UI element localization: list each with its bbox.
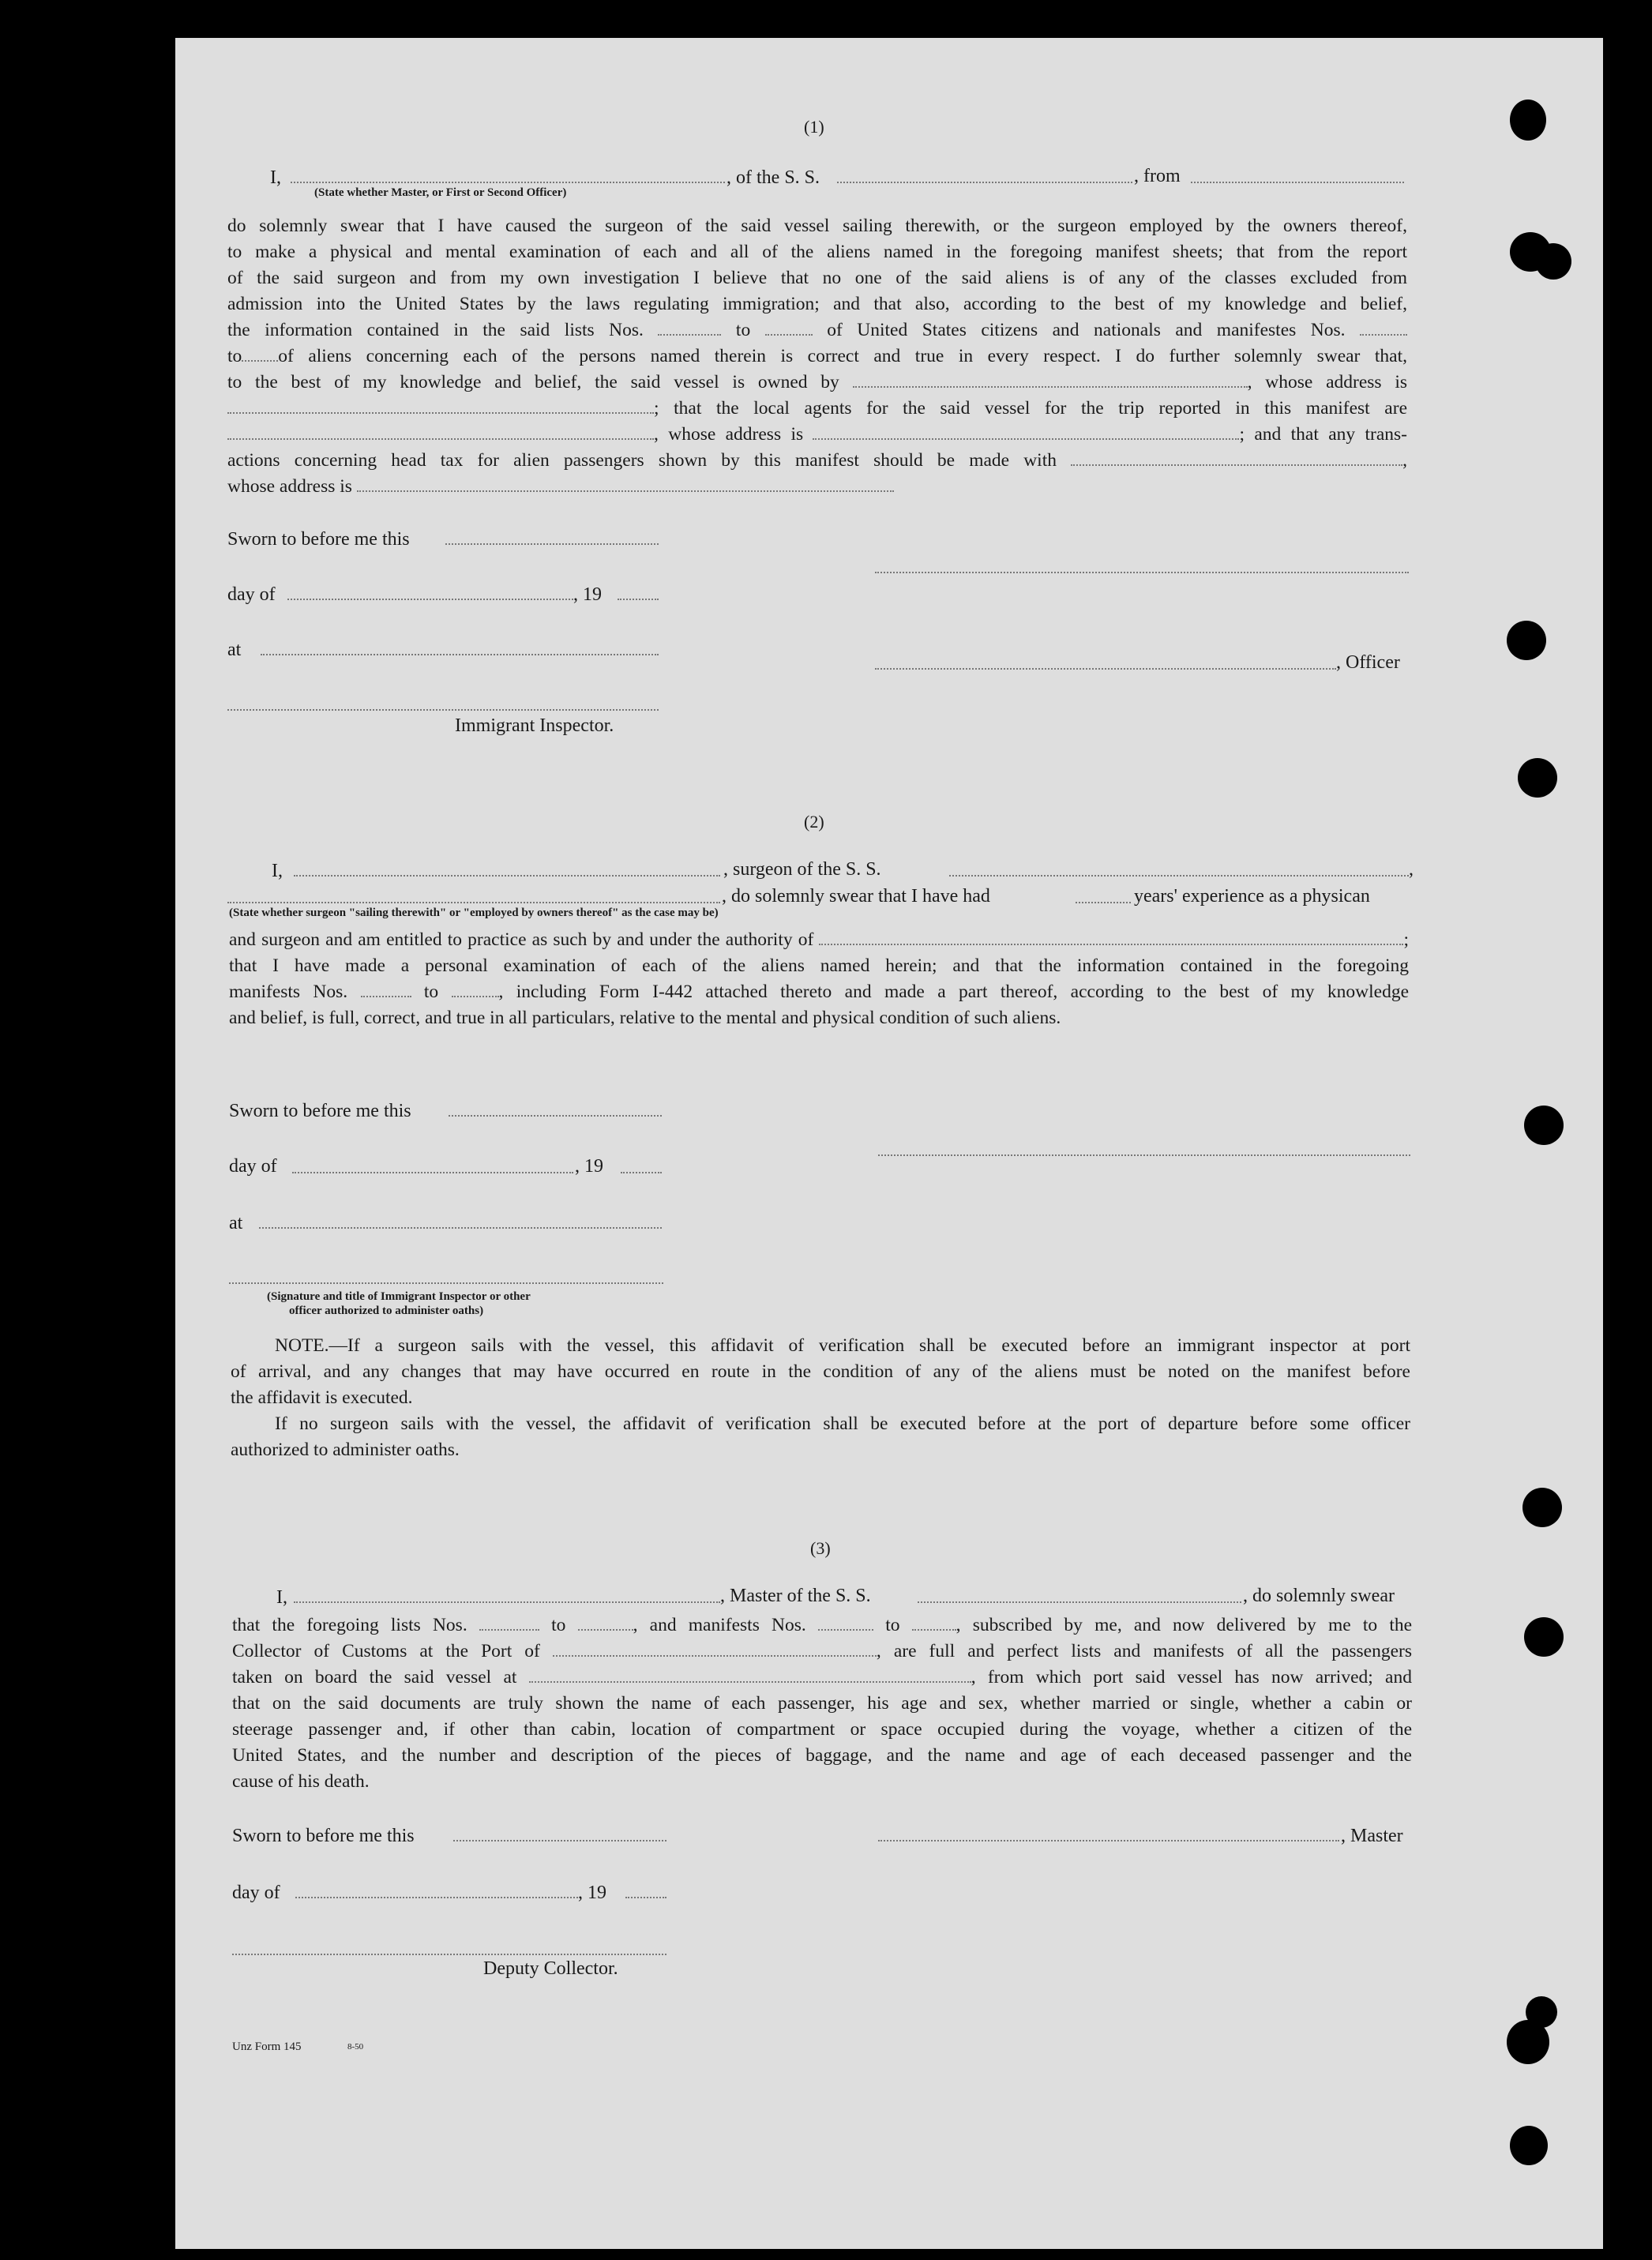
section-2-state-note: (State whether surgeon "sailing therewith" or "employed by owners thereof" as the case may be)	[229, 907, 719, 919]
punch-hole	[1535, 243, 1571, 280]
punch-hole	[1507, 2020, 1549, 2064]
section-3-sworn: Sworn to before me this	[232, 1826, 415, 1846]
section-1-number: (1)	[804, 117, 824, 137]
section-1-of-ss: , of the S. S.	[727, 167, 820, 188]
section-1-year: , 19	[573, 584, 602, 605]
section-2-body: and surgeon and am entitled to practice as such by and under the authority of ; that I have made a personal examination of each of the aliens named herein; and that the information contained in the foregoing manifests Nos. to , including Form I-442 attached thereto and made a part thereof, according to the best of my knowledge and belief, is full, correct, and true in all particulars, relative to the mental and physical condition of such aliens.	[229, 929, 1410, 1028]
section-1-inspector: Immigrant Inspector.	[455, 715, 614, 736]
punch-hole	[1524, 1617, 1564, 1657]
section-2-sig-note-1: (Signature and title of Immigrant Inspector or other	[267, 1290, 531, 1303]
section-3-master-of: , Master of the S. S.	[720, 1586, 871, 1606]
section-1-day-of: day of	[227, 584, 276, 605]
punch-hole	[1524, 1106, 1564, 1145]
punch-hole	[1510, 99, 1546, 141]
section-1-at: at	[227, 640, 242, 660]
section-1-i: I,	[270, 167, 281, 188]
section-3-swear: , do solemnly swear	[1243, 1586, 1395, 1606]
section-1-officer: , Officer	[1336, 652, 1400, 673]
section-2-year: , 19	[575, 1156, 603, 1177]
section-3-day-of: day of	[232, 1883, 280, 1903]
section-2-years: years' experience as a physican	[1134, 886, 1370, 907]
section-3-master: , Master	[1341, 1826, 1403, 1846]
section-3-year: , 19	[578, 1883, 606, 1903]
section-3-i: I,	[276, 1587, 287, 1608]
section-1-sworn: Sworn to before me this	[227, 529, 410, 550]
section-3-body: that the foregoing lists Nos. to , and manifests Nos. to , subscribed by me, and now delivered by me to the Collector of Customs at the Port of , are full and perfect lists and manifests of all the passengers taken on board the said vessel at , from which port said vessel has now arrived; and that on the said documents are truly shown the name of each passenger, his age and sex, whether married or single, whether a cabin or steerage passenger and, if other than cabin, location of compartment or space occupied during the voyage, whether a citizen of the United States, and the number and description of the pieces of baggage, and the name and age of each deceased passenger and the cause of his death.	[232, 1615, 1413, 1792]
section-1-state-note: (State whether Master, or First or Second Officer)	[314, 186, 567, 199]
section-1-body: do solemnly swear that I have caused the surgeon of the said vessel sailing therewith, or the surgeon employed by the owners thereof, to make a physical and mental examination of each and all of the aliens named in the foregoing manifest sheets; that from the report of the said surgeon and from my own investigation I believe that no one of the said aliens is of any of the classes excluded from admission into the United States by the laws regulating immigration; and that also, according to the best of my knowledge and belief, the information contained in the said lists Nos. to of United States citizens and nationals and manifestes Nos. to of aliens concerning each of the persons named therein is correct and true in every respect. I do further solemnly swear that, to the best of my knowledge and belief, the said vessel is owned by , whose address is ; that the local agents for the said vessel for the trip reported in this manifest are , whose address is ; and that any trans- actions concerning head tax for alien passengers shown by this manifest should be made with , whose address is	[227, 216, 1408, 497]
punch-hole	[1507, 621, 1546, 660]
section-3-number: (3)	[810, 1538, 831, 1558]
section-2-swear: , do solemnly swear that I have had	[722, 886, 990, 907]
punch-hole	[1510, 2126, 1548, 2165]
section-2-at: at	[229, 1213, 243, 1233]
section-3-collector: Deputy Collector.	[483, 1958, 618, 1979]
form-number: Unz Form 145	[232, 2040, 302, 2053]
punch-hole	[1518, 758, 1557, 798]
section-2-i: I,	[272, 861, 283, 881]
section-1-from: , from	[1134, 166, 1181, 186]
form-page: (1) I, , of the S. S. , from (State whether Master, or First or Second Officer) do solemnly swear that I have caused the surgeon of the said vessel sailing therewith, or the surgeon employed by the owners thereof, to make a physical and mental examination of each and all of the aliens named in the foregoing manifest sheets; that from the report of the said surgeon and from my own investigation I believe that no one of the said aliens is of any of the classes excluded from admission into the United States by the laws regulating immigration; and that also, according to the best of my knowledge and belief, the information contained in the said lists Nos. to of United States citizens and nationals and manifestes Nos. to of aliens concerning each of the persons named therein is correct and true in every respect. I do further solemnly swear that, to the best of my knowledge and belief, the said vessel is owned by , whose address is ; that the local agents for the said vessel for the trip reported in this manifest are , whose address is ; and that any trans- actions concerning head tax for alien passengers shown by this manifest should be made with , whose address is Sworn to before me this day of , 19 at , Officer Immigrant Inspector. (2) I, , surgeon of the S. S. , , do solemnly swear that I have had years' experience as a physican (State whether surgeon "sailing therewith" or "employed by owners thereof" as the case may be) and surgeon and am entitled to practice as such by and under the authority of ; that I have made a personal examination of each of the aliens named herein; and that the information contained in the foregoing manifests Nos. to , including Form I-442 attached thereto and made a part thereof, according to the best of my knowledge and belief, is full, correct, and true in all particulars, relative to the mental and physical condition of such aliens. Sworn to before me this day of , 19 at (Signature and title of Immigrant Inspector or other officer authorized to administer oaths) NOTE.—If a surgeon sails with the vessel, this affidavit of verification shall be executed before an immigrant inspector at port of arrival, and any changes that may have occurred en route in the condition of any of the aliens must be noted on the manifest before the affidavit is executed. If no surgeon sails with the vessel, the affidavit of verification shall be executed before at the port of departure before some officer authorized to administer oaths. (3) I, , Master of the S. S. , do solemnly swear that the foregoing lists Nos. to , and manifests Nos. to , subscribed by me, and now delivered by me to the Collector of Customs at the Port of , are full and perfect lists and manifests of all the passengers taken on board the said vessel at , from which port said vessel has now arrived; and that on the said documents are truly shown the name of each passenger, his age and sex, whether married or single, whether a cabin or steerage passenger and, if other than cabin, location of compartment or space occupied during the voyage, whether a citizen of the United States, and the number and description of the pieces of baggage, and the name and age of each deceased passenger and the cause of his death. Sworn to before me this , Master day of , 19 Deputy Collector. Unz Form 145 8-50	[175, 38, 1603, 2249]
form-date: 8-50	[347, 2042, 364, 2052]
section-2-day-of: day of	[229, 1156, 277, 1177]
section-2-sworn: Sworn to before me this	[229, 1101, 411, 1121]
section-2-note: NOTE.—If a surgeon sails with the vessel, this affidavit of verification shall be executed before an immigrant inspector at port of arrival, and any changes that may have occurred en route in the condition of any of the aliens must be noted on the manifest before the affidavit is executed. If no surgeon sails with the vessel, the affidavit of verification shall be executed before at the port of departure before some officer authorized to administer oaths.	[231, 1335, 1410, 1460]
section-2-sig-note-2: officer authorized to administer oaths)	[289, 1305, 484, 1317]
punch-hole	[1522, 1488, 1562, 1527]
section-2-number: (2)	[804, 812, 824, 832]
section-2-surgeon-of: , surgeon of the S. S.	[723, 859, 881, 880]
